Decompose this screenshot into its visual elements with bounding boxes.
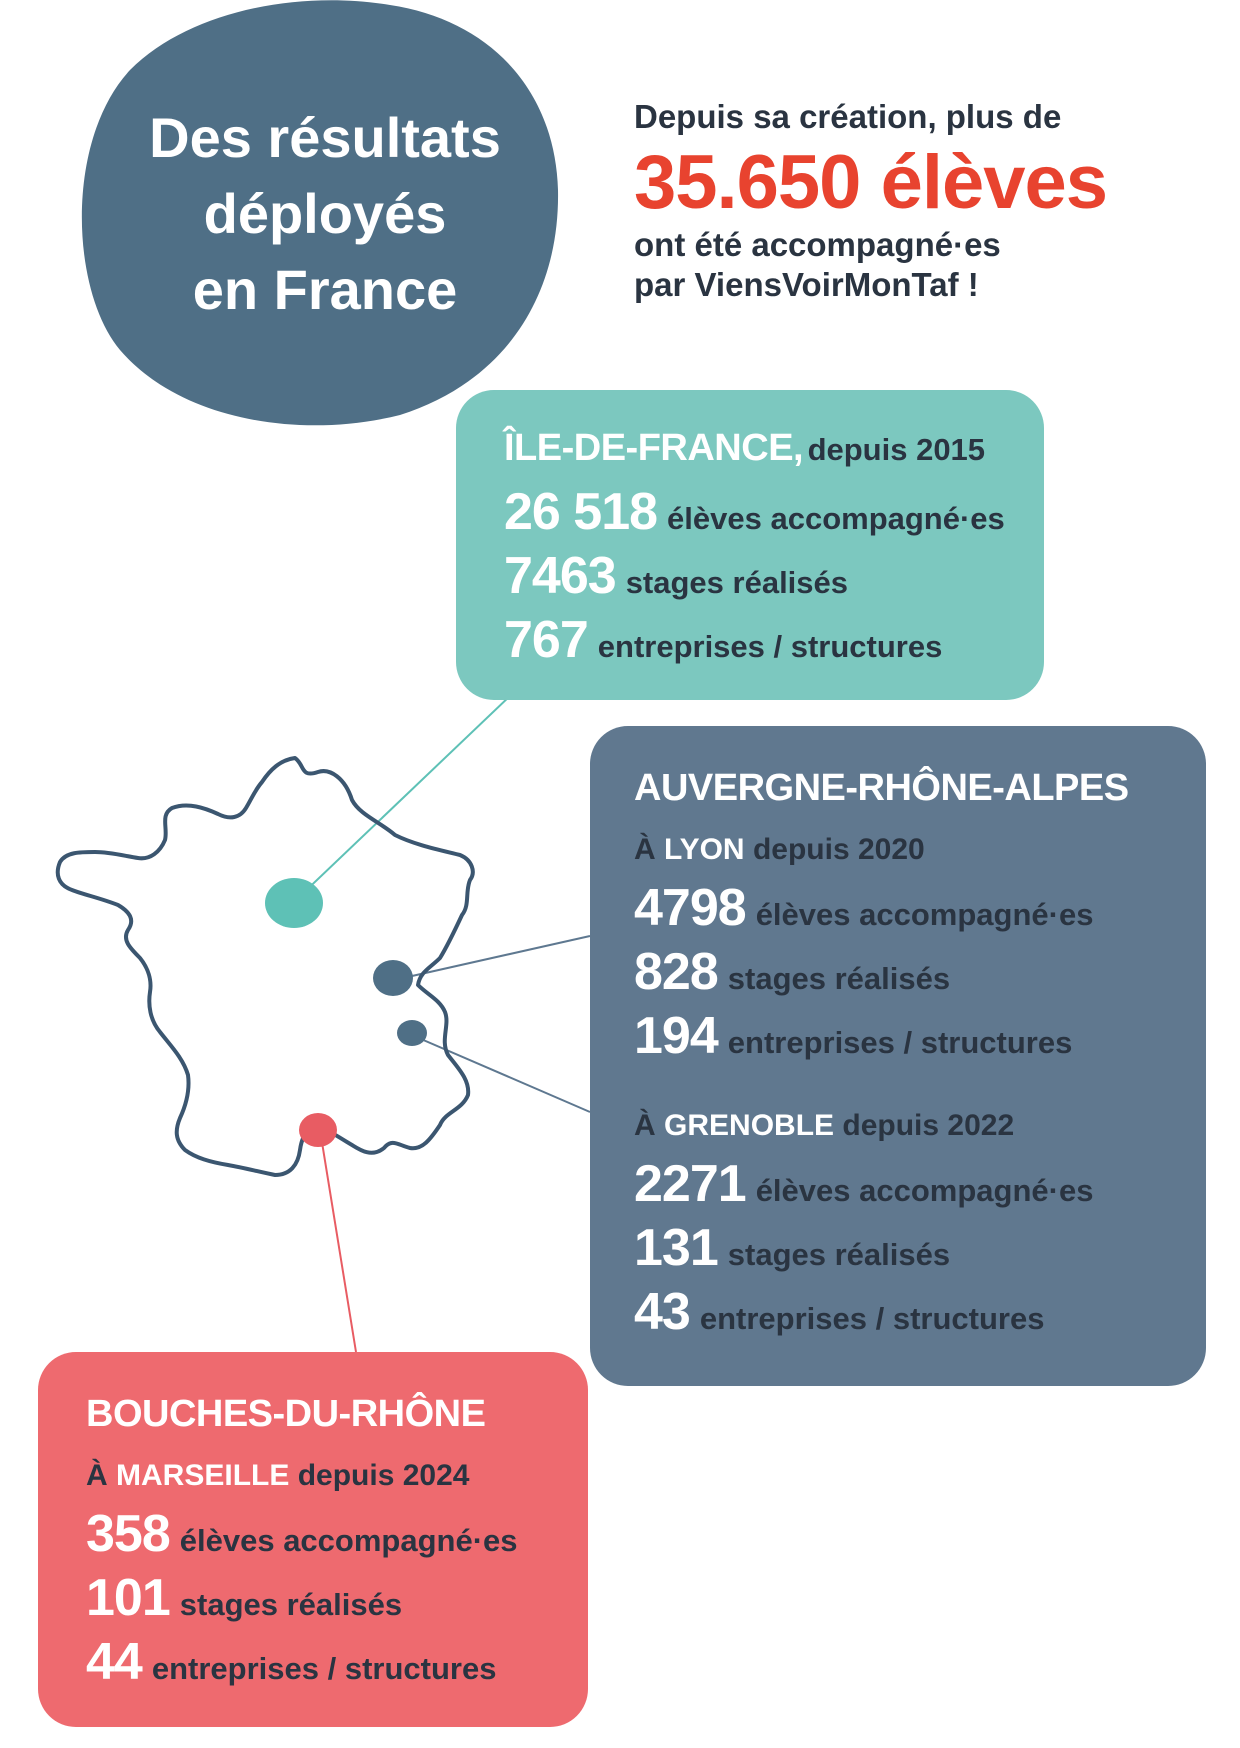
marseille-city: MARSEILLE — [116, 1459, 290, 1492]
stat-label: élèves accompagné·es — [755, 897, 1094, 932]
stat-number: 44 — [86, 1633, 142, 1691]
headline-number: 35.650 élèves — [634, 140, 1108, 225]
card-auvergne-rhone-alpes — [590, 726, 1206, 1386]
grenoble-since: depuis 2022 — [842, 1109, 1015, 1142]
stat-number: 4798 — [634, 879, 746, 937]
stat-label: entreprises / structures — [151, 1651, 497, 1686]
stat-row — [634, 1282, 1044, 1342]
idf-heading — [504, 426, 985, 470]
lyon-since: depuis 2020 — [752, 833, 925, 866]
intro-line-2: ont été accompagné·es — [634, 226, 1001, 263]
card-ile-de-france — [456, 390, 1044, 700]
stat-row — [504, 610, 942, 670]
stat-number: 43 — [634, 1283, 690, 1341]
stat-row — [504, 546, 848, 606]
connector-marseille — [320, 1130, 356, 1352]
stat-row — [634, 1218, 950, 1278]
stat-row — [634, 942, 950, 1002]
title-line-1: Des résultats — [149, 106, 501, 169]
connector-idf — [296, 694, 512, 900]
grenoble-prefix: À — [634, 1109, 656, 1142]
stat-label: entreprises / structures — [597, 629, 943, 664]
ara-region-name: AUVERGNE-RHÔNE-ALPES — [634, 767, 1129, 809]
stat-row — [86, 1504, 518, 1564]
marker-grenoble — [397, 1020, 427, 1046]
marseille-prefix: À — [86, 1459, 108, 1492]
stat-label: stages réalisés — [727, 1237, 951, 1272]
marseille-heading — [86, 1456, 469, 1496]
grenoble-city: GRENOBLE — [664, 1109, 835, 1142]
stat-label: entreprises / structures — [699, 1301, 1045, 1336]
bdr-region-name: BOUCHES-DU-RHÔNE — [86, 1393, 486, 1435]
idf-since: depuis 2015 — [807, 432, 986, 467]
stat-row — [634, 1154, 1093, 1214]
title-line-2: déployés — [203, 182, 447, 245]
stat-number: 2271 — [634, 1155, 746, 1213]
lyon-prefix: À — [634, 833, 656, 866]
stat-row — [504, 482, 1005, 542]
marker-lyon — [373, 960, 413, 996]
stat-row — [86, 1632, 496, 1692]
lyon-city: LYON — [664, 833, 745, 866]
stat-label: stages réalisés — [625, 565, 849, 600]
marker-marseille — [299, 1113, 337, 1147]
marker-paris — [265, 878, 323, 928]
intro-line-1: Depuis sa création, plus de — [634, 98, 1062, 135]
title-line-3: en France — [192, 258, 458, 321]
stat-row — [86, 1568, 402, 1628]
stat-label: stages réalisés — [727, 961, 951, 996]
stat-number: 358 — [86, 1505, 170, 1563]
idf-region-name: ÎLE-DE-FRANCE, — [504, 427, 804, 469]
stat-row — [634, 878, 1093, 938]
grenoble-heading — [634, 1106, 1014, 1146]
stat-number: 26 518 — [504, 483, 658, 541]
intro-line-3: par ViensVoirMonTaf ! — [634, 266, 979, 303]
stat-number: 828 — [634, 943, 718, 1001]
marseille-since: depuis 2024 — [297, 1459, 470, 1492]
stat-number: 101 — [86, 1569, 170, 1627]
france-outline — [58, 758, 473, 1175]
lyon-heading — [634, 830, 925, 870]
stat-label: élèves accompagné·es — [667, 501, 1005, 536]
connector-grenoble — [414, 1036, 590, 1112]
stat-number: 194 — [634, 1007, 718, 1065]
connector-lyon — [412, 936, 590, 976]
stat-number: 7463 — [504, 547, 616, 605]
stat-number: 767 — [504, 611, 588, 669]
stat-row — [634, 1006, 1072, 1066]
card-bouches-du-rhone — [38, 1352, 588, 1727]
stat-number: 131 — [634, 1219, 718, 1277]
stat-label: élèves accompagné·es — [755, 1173, 1094, 1208]
stat-label: entreprises / structures — [727, 1025, 1073, 1060]
stat-label: élèves accompagné·es — [179, 1523, 518, 1558]
stat-label: stages réalisés — [179, 1587, 403, 1622]
